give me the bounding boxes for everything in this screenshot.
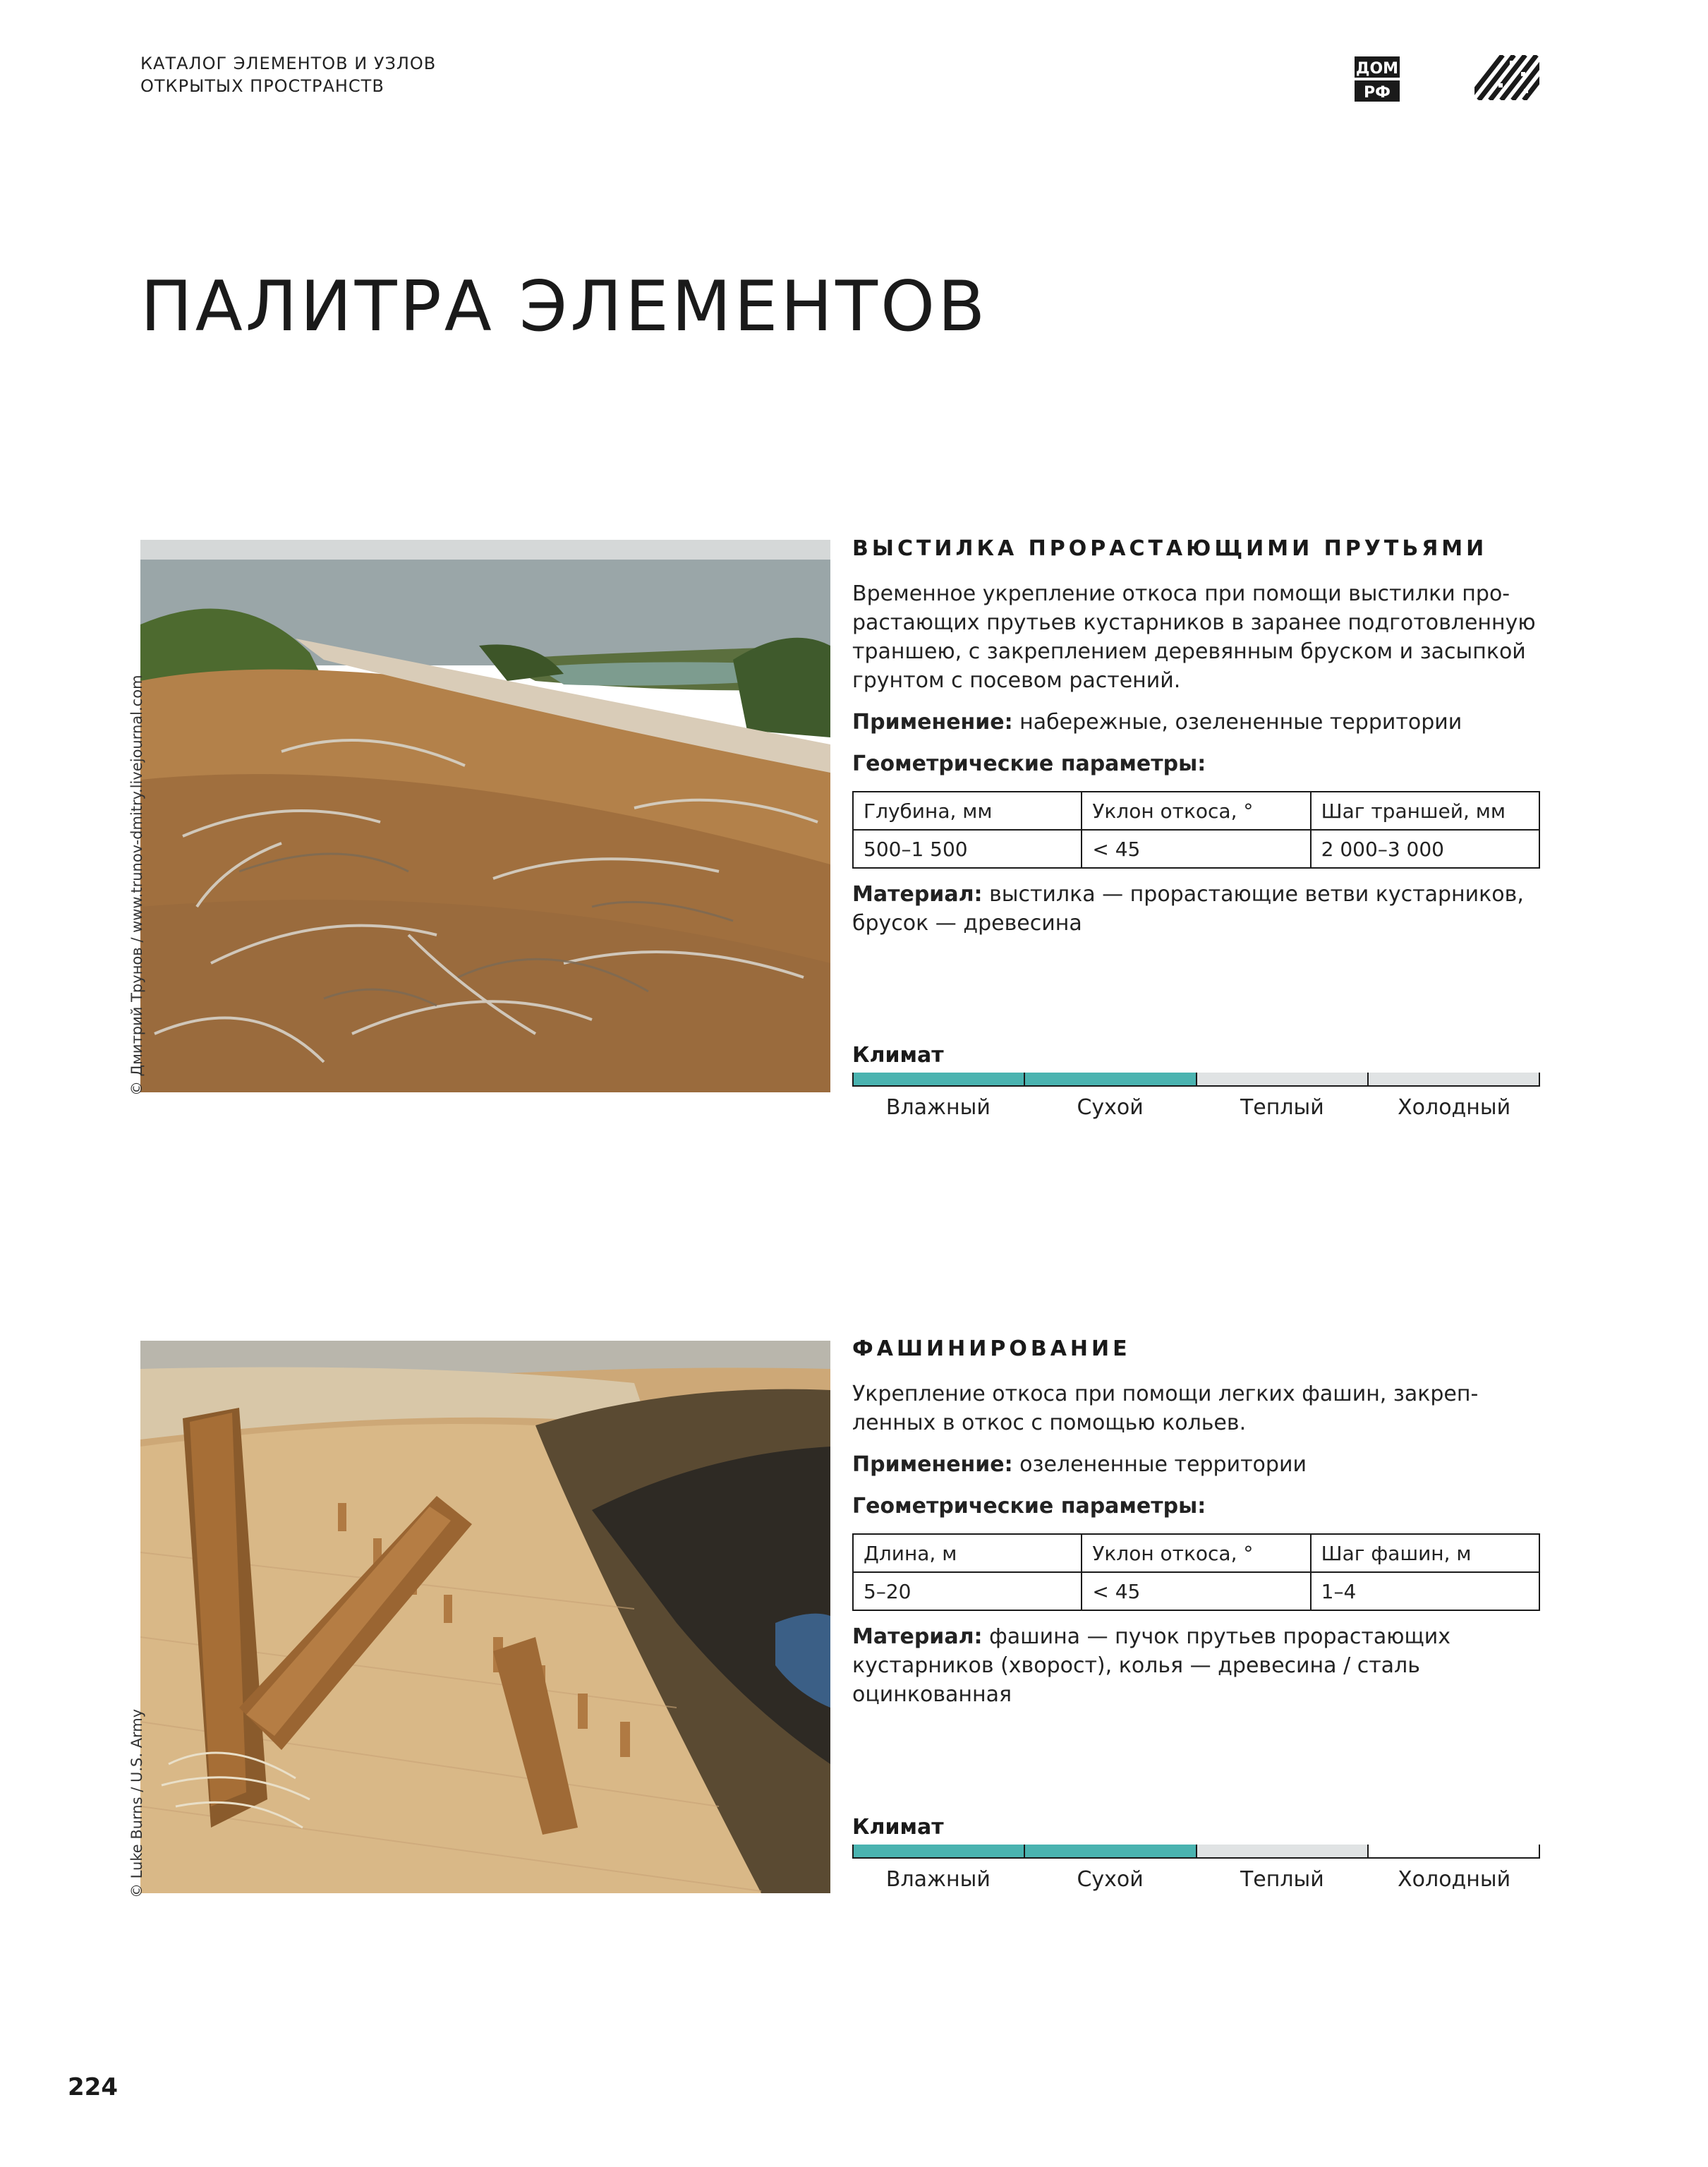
pattern-logo-icon <box>1474 55 1539 100</box>
photo-fascines <box>140 1341 830 1893</box>
param-header: Глубина, мм <box>853 792 1082 830</box>
climate-names <box>852 1095 1540 1120</box>
table-row <box>853 792 1539 830</box>
material-value: выстилка — прорастающие ветви кустарников, брусок — древесина <box>852 882 1524 936</box>
climate-names <box>852 1867 1540 1892</box>
material-value: фашина — пучок прутьев прорастающих кустарников (хворост), колья — древесина / сталь оцинкованная <box>852 1624 1451 1707</box>
climate-segment-dry <box>1025 1073 1197 1087</box>
parameters-table <box>852 791 1540 869</box>
material-line <box>852 1622 1540 1709</box>
param-value: < 45 <box>1082 1572 1310 1610</box>
param-header: Длина, м <box>853 1534 1082 1572</box>
application-line <box>852 708 1540 737</box>
climate-option: Холодный <box>1398 1095 1511 1120</box>
geometry-label: Геометрические параметры: <box>852 1494 1206 1519</box>
param-header: Уклон откоса, ° <box>1082 1534 1310 1572</box>
application-label: Применение: <box>852 1452 1013 1477</box>
climate-option: Влажный <box>885 1095 991 1120</box>
dom-rf-logo <box>1353 55 1401 103</box>
param-header: Шаг фашин, м <box>1311 1534 1539 1572</box>
section-title: ВЫСТИЛКА ПРОРАСТАЮЩИМИ ПРУТЬЯМИ <box>852 536 1488 561</box>
material-label: Материал: <box>852 882 983 907</box>
page-title: ПАЛИТРА ЭЛЕМЕНТОВ <box>140 267 988 347</box>
param-value: 5–20 <box>853 1572 1082 1610</box>
photo-brush-layering <box>140 540 830 1092</box>
catalog-header-line-2: ОТКРЫТЫХ ПРОСТРАНСТВ <box>140 76 384 96</box>
page-number: 224 <box>68 2073 118 2101</box>
param-value: 500–1 500 <box>853 830 1082 868</box>
climate-bar <box>852 1845 1540 1859</box>
material-line <box>852 880 1540 938</box>
geometry-label: Геометрические параметры: <box>852 751 1206 776</box>
climate-option: Сухой <box>1077 1095 1144 1120</box>
climate-option: Влажный <box>885 1867 991 1892</box>
application-label: Применение: <box>852 710 1013 735</box>
section-description: Укрепление откоса при помощи легких фашин, закреп-ленных в откос с помощью кольев. <box>852 1382 1479 1435</box>
climate-bar <box>852 1073 1540 1087</box>
photo-credit-2: © Luke Burns / U.S. Army <box>128 1708 145 1898</box>
logo-text-top: ДОМ <box>1355 60 1399 78</box>
application-value: озелененные территории <box>1012 1452 1307 1477</box>
climate-segment-cold <box>1369 1845 1540 1859</box>
param-value: 1–4 <box>1311 1572 1539 1610</box>
climate-option: Холодный <box>1398 1867 1511 1892</box>
climate-segment-dry <box>1025 1845 1197 1859</box>
table-row <box>853 1572 1539 1610</box>
climate-segment-cold <box>1369 1073 1540 1087</box>
table-row <box>853 830 1539 868</box>
table-row <box>853 1534 1539 1572</box>
param-value: < 45 <box>1082 830 1310 868</box>
param-header: Уклон откоса, ° <box>1082 792 1310 830</box>
climate-label: Климат <box>852 1815 944 1840</box>
section-title: ФАШИНИРОВАНИЕ <box>852 1336 1131 1361</box>
element-section-brush-layering <box>852 536 1540 950</box>
param-header: Шаг траншей, мм <box>1311 792 1539 830</box>
climate-option: Теплый <box>1240 1867 1324 1892</box>
climate-segment-humid <box>852 1073 1025 1087</box>
param-value: 2 000–3 000 <box>1311 830 1539 868</box>
section-description: Временное укрепление откоса при помощи выстилки про-растающих прутьев кустарников в заранее подготовленную траншею, с закреплением деревянным бруском и засыпкой грунтом с посевом растений. <box>852 581 1536 693</box>
climate-segment-humid <box>852 1845 1025 1859</box>
climate-segment-warm <box>1197 1845 1369 1859</box>
catalog-header-line-1: КАТАЛОГ ЭЛЕМЕНТОВ И УЗЛОВ <box>140 54 437 73</box>
climate-option: Сухой <box>1077 1867 1144 1892</box>
climate-label: Климат <box>852 1043 944 1068</box>
climate-segment-warm <box>1197 1073 1369 1087</box>
parameters-table <box>852 1533 1540 1611</box>
photo-credit-1: © Дмитрий Трунов / www.trunov-dmitry.livejournal.com <box>128 675 145 1096</box>
material-label: Материал: <box>852 1624 983 1649</box>
logo-text-bottom: РФ <box>1364 84 1391 102</box>
application-value: набережные, озелененные территории <box>1012 710 1462 735</box>
application-line <box>852 1450 1540 1479</box>
climate-option: Теплый <box>1240 1095 1324 1120</box>
element-section-fascines <box>852 1336 1540 1722</box>
